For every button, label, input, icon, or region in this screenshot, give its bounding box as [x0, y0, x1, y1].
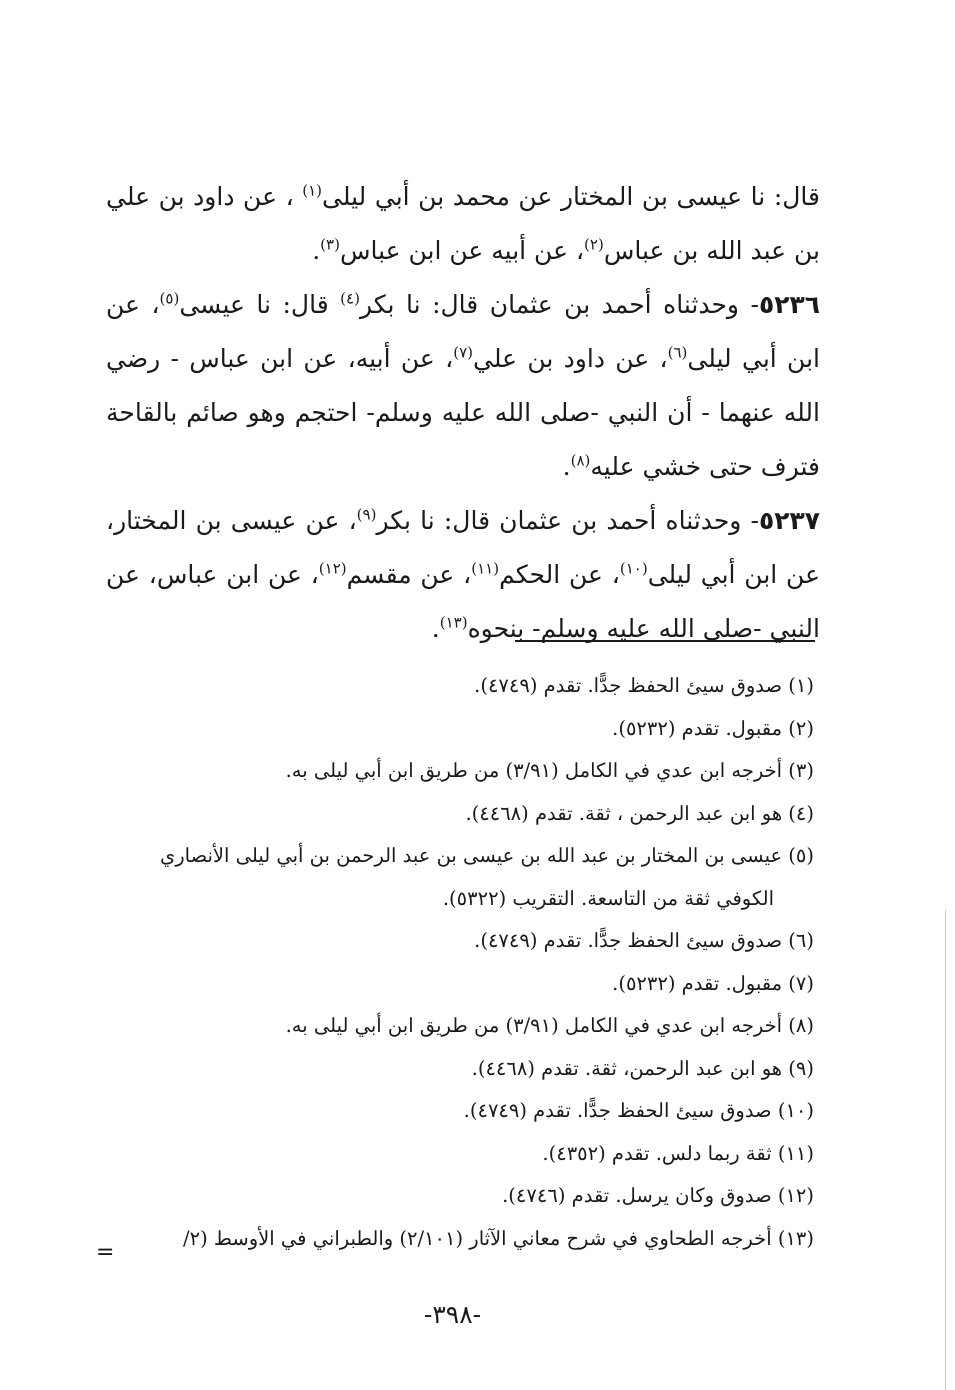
footnote-ref-5: (٥) — [159, 289, 180, 308]
text: قال: نا عيسى — [179, 290, 341, 319]
footnote-4: (٤) هو ابن عبد الرحمن ، ثقة. تقدم (٤٤٦٨). — [465, 801, 814, 825]
main-text — [106, 170, 820, 656]
footnote-12: (١٢) صدوق وكان يرسل. تقدم (٤٧٤٦). — [502, 1184, 814, 1207]
footnote-5-continued: الكوفي ثقة من التاسعة. التقريب (٥٣٢٢). — [442, 886, 774, 910]
text: ، عن أبيه عن ابن عباس — [339, 236, 585, 265]
footnote-ref-12: (١٢) — [318, 559, 347, 578]
footnote-ref-2: (٢) — [584, 235, 604, 254]
scan-edge-line — [945, 910, 946, 1390]
hadith-number: ٥٢٣٧ — [758, 506, 820, 535]
footnote-divider — [515, 640, 815, 642]
footnote-6: (٦) صدوق سيئ الحفظ جدًّا. تقدم (٤٧٤٩). — [474, 929, 814, 952]
text: ، عن عيسى بن المختار، عن ابن أبي ليلى — [106, 506, 820, 589]
footnote-ref-10: (١٠) — [619, 559, 648, 578]
footnote-ref-8: (٨) — [570, 451, 591, 470]
footnote-11: (١١) ثقة ربما دلس. تقدم (٤٣٥٢). — [542, 1141, 814, 1165]
paragraph-1 — [106, 170, 820, 278]
text: . — [431, 614, 440, 643]
footnotes — [84, 665, 814, 1260]
footnote-ref-6: (٦) — [667, 343, 688, 362]
footnote-8: (٨) أخرجه ابن عدي في الكامل (٣/٩١) من طريق ابن أبي ليلى به. — [285, 1014, 814, 1037]
footnote-5: (٥) عيسى بن المختار بن عبد الله بن عيسى بن عبد الرحمن بن أبي ليلى الأنصاري — [159, 844, 814, 867]
text: ، عن داود بن علي بن عبد الله بن عباس — [106, 182, 820, 265]
footnote-3: (٣) أخرجه ابن عدي في الكامل (٣/٩١) من طريق ابن أبي ليلى به. — [285, 759, 814, 782]
hadith-number: ٥٢٣٦ — [758, 290, 821, 319]
footnote-10: (١٠) صدوق سيئ الحفظ جدًّا. تقدم (٤٧٤٩). — [463, 1099, 814, 1122]
text: . — [562, 452, 571, 481]
footnote-ref-11: (١١) — [471, 559, 500, 578]
text: - وحدثناه أحمد بن عثمان قال: نا بكر — [376, 506, 759, 535]
footnote-ref-4: (٤) — [340, 289, 360, 308]
text: ، عن ابن أبي ليلى — [106, 290, 820, 373]
paragraph-5236 — [106, 278, 820, 494]
text: . — [312, 236, 321, 265]
text: ، عن أبيه، عن ابن عباس - رضي الله عنهما - أن النبي -صلى الله عليه وسلم- احتجم وهو صائم بالقاحة فترف حتى خشي عليه — [106, 344, 820, 481]
footnote-ref-9: (٩) — [356, 505, 377, 524]
paragraph-5237 — [106, 494, 820, 656]
text: - وحدثناه أحمد بن عثمان قال: نا بكر — [359, 290, 759, 319]
text: ، عن الحكم — [499, 560, 620, 589]
footnote-9: (٩) هو ابن عبد الرحمن، ثقة. تقدم (٤٤٦٨). — [471, 1056, 814, 1080]
footnote-ref-13: (١٣) — [439, 613, 468, 632]
footnote-7: (٧) مقبول. تقدم (٥٢٣٢). — [612, 971, 814, 995]
footnote-ref-3: (٣) — [320, 235, 340, 254]
footnote-2: (٢) مقبول. تقدم (٥٢٣٢). — [612, 716, 814, 740]
page-number: -٣٩٨- — [423, 1300, 482, 1329]
continuation-mark: = — [96, 1240, 115, 1265]
text: قال: نا عيسى بن المختار عن محمد بن أبي ليلى — [322, 182, 820, 211]
text: ، عن ابن عباس، عن النبي -صلى الله عليه وسلم- بنحوه — [106, 560, 820, 643]
footnote-13: (١٣) أخرجه الطحاوي في شرح معاني الآثار (٢/١٠١) والطبراني في الأوسط (٢/ — [183, 1226, 814, 1250]
footnote-1: (١) صدوق سيئ الحفظ جدًّا. تقدم (٤٧٤٩). — [474, 674, 814, 697]
footnote-ref-1: (١) — [302, 181, 322, 200]
text: ، عن مقسم — [346, 560, 472, 589]
footnote-ref-7: (٧) — [453, 343, 474, 362]
text: ، عن داود بن علي — [473, 344, 668, 373]
